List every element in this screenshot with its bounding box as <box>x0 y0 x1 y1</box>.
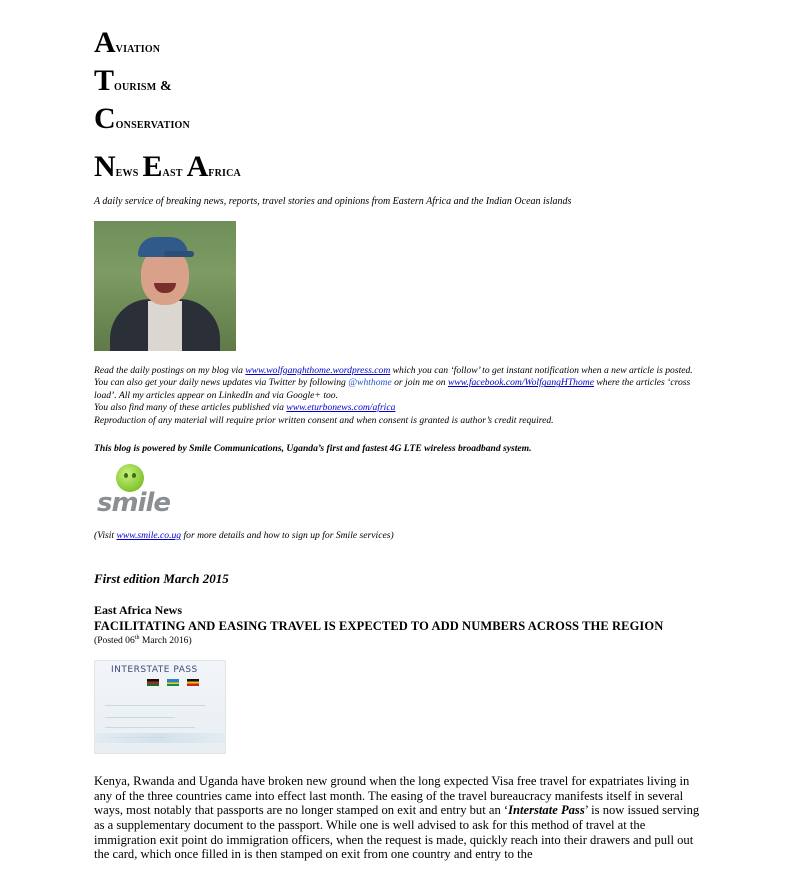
smile-visit-note: (Visit www.smile.co.ug for more details and how to sign up for Smile services) <box>94 530 394 542</box>
smile-logo-word: smile <box>97 488 171 519</box>
blog-info <box>94 365 714 427</box>
masthead-conservation: Conservation <box>94 102 190 135</box>
masthead-aviation: Aviation <box>94 26 161 59</box>
smile-link[interactable]: www.smile.co.ug <box>116 530 182 542</box>
article-body: Kenya, Rwanda and Uganda have broken new ground when the long expected Visa free travel for expatriates living in any of the three countries came into effect last month. The easing of the travel bureaucracy manifests itself in several ways, most notably that passports are no longer stamped on exit and entry but an ‘Interstate Pass’ is now issued serving as a supplementary document to the passport. While one is well advised to ask for this method of travel at the immigration exit point do immigration officers, when the request is made, quickly reach into their drawers and pull out the card, which once filled in is then stamped on exit from one country and entry to the <box>94 774 700 862</box>
eturbonews-link[interactable]: www.eturbonews.com/africa <box>286 402 396 414</box>
article-headline: FACILITATING AND EASING TRAVEL IS EXPECTED TO ADD NUMBERS ACROSS THE REGION <box>94 619 664 634</box>
smile-logo[interactable] <box>94 462 174 522</box>
info-eturbo-line: You also find many of these articles published via www.eturbonews.com/africa <box>94 402 396 414</box>
posted-date: (Posted 06th March 2016) <box>94 635 192 647</box>
rwanda-flag-icon <box>167 679 179 686</box>
masthead-tourism: Tourism & <box>94 64 172 97</box>
twitter-handle[interactable]: @whthome <box>348 377 392 389</box>
masthead-news-east-africa: News East Africa <box>94 150 241 183</box>
interstate-pass-image <box>94 660 226 754</box>
edition-heading: First edition March 2015 <box>94 571 229 587</box>
uganda-flag-icon <box>187 679 199 686</box>
document-page <box>94 28 714 862</box>
kenya-flag-icon <box>147 679 159 686</box>
pass-title: INTERSTATE PASS <box>111 665 198 676</box>
facebook-link[interactable]: www.facebook.com/WolfgangHThome <box>447 377 594 389</box>
masthead <box>94 28 714 182</box>
info-reproduction-line: Reproduction of any material will require prior written consent and when consent is granted is author’s credit required. <box>94 414 554 426</box>
info-social-line: You can also get your daily news updates via Twitter by following @whthome or join me on www.facebook.com/WolfgangHThome where the articles ‘cross load’. All my articles appear on LinkedIn and via Google+ too. <box>94 377 691 401</box>
info-blog-line: Read the daily postings on my blog via www.wolfganghthome.wordpress.com which you can ‘follow’ to get instant notification when a new article is posted. <box>94 365 693 376</box>
tagline: A daily service of breaking news, reports, travel stories and opinions from Eastern Africa and the Indian Ocean islands <box>94 196 572 207</box>
section-label: East Africa News <box>94 603 182 618</box>
powered-by-note: This blog is powered by Smile Communications, Uganda’s first and fastest 4G LTE wireless broadband system. <box>94 443 532 455</box>
author-photo <box>94 221 236 351</box>
wordpress-link[interactable]: www.wolfganghthome.wordpress.com <box>245 365 391 376</box>
